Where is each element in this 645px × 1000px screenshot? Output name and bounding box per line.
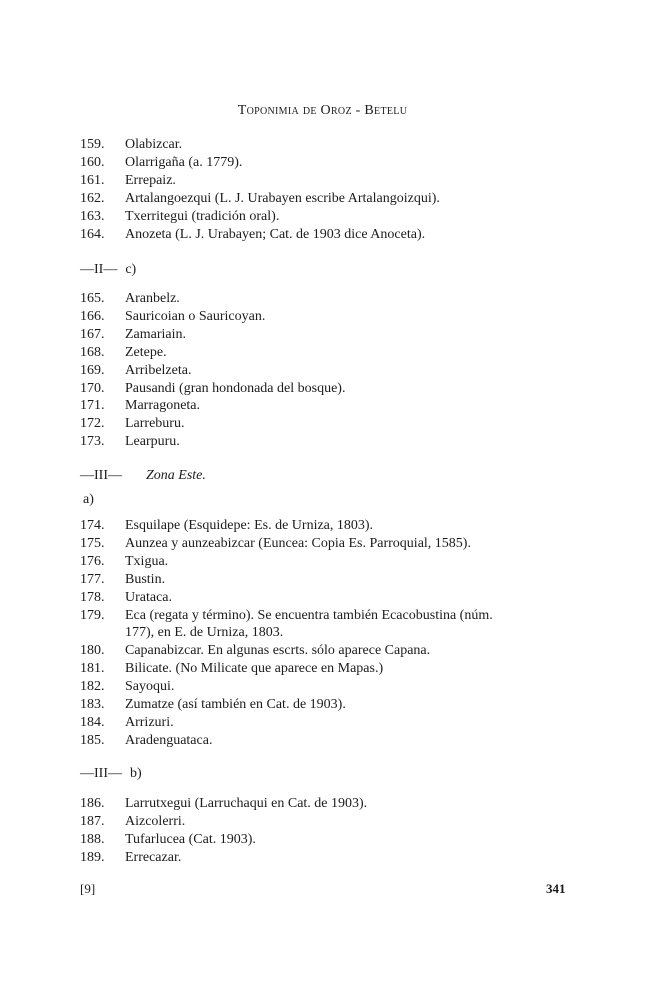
entry-text: Olarrigaña (a. 1779). (125, 154, 243, 170)
entry-number: 169. (80, 362, 105, 378)
entry-number: 163. (80, 208, 105, 224)
list-item (80, 607, 580, 625)
entry-text: Bilicate. (No Milicate que aparece en Mapas.) (125, 661, 384, 677)
entry-text: Capanabizcar. En algunas escrts. sólo aparece Capana. (125, 643, 431, 659)
section-sub: c) (125, 262, 137, 277)
entry-text: Larreburu. (125, 416, 185, 432)
list-item (80, 589, 580, 607)
entry-number: 189. (80, 849, 105, 865)
list-item (80, 362, 580, 380)
entry-text: Aradenguataca. (125, 732, 213, 748)
entry-text: Aunzea y aunzeabizcar (Euncea: Copia Es. Parroquial, 1585). (125, 535, 471, 551)
list-item (80, 136, 580, 154)
entry-text: Aizcolerri. (125, 813, 186, 829)
entry-text: Bustin. (125, 571, 166, 587)
entry-number: 176. (80, 553, 105, 569)
entry-text: Errecazar. (125, 849, 182, 865)
list-item (80, 326, 580, 344)
list-item (80, 397, 580, 415)
entry-number: 172. (80, 416, 105, 432)
list-item (80, 732, 580, 750)
list-item (80, 795, 580, 813)
entry-text: Sayoqui. (125, 679, 175, 695)
entry-number: 167. (80, 326, 105, 342)
list-item-continuation (80, 624, 580, 642)
entry-text: Txerritegui (tradición oral). (125, 208, 280, 224)
list-item (80, 660, 580, 678)
section-heading-iii-b (80, 766, 142, 782)
zone-title: Zona Este. (146, 468, 206, 483)
entry-text: Zetepe. (125, 344, 167, 360)
list-item (80, 172, 580, 190)
entry-text: Arribelzeta. (125, 362, 192, 378)
entry-number: 178. (80, 589, 105, 605)
entry-number: 168. (80, 344, 105, 360)
list-item (80, 433, 580, 451)
list-item (80, 226, 580, 244)
entry-number: 159. (80, 137, 105, 152)
entry-text: Sauricoian o Sauricoyan. (125, 308, 266, 324)
list-item (80, 380, 580, 398)
entry-text: 177), en E. de Urniza, 1803. (125, 625, 284, 641)
entry-number: 186. (80, 796, 105, 811)
entry-number: 180. (80, 643, 105, 659)
section-heading-ii-c (80, 262, 136, 278)
entry-text: Pausandi (gran hondonada del bosque). (125, 380, 346, 396)
entry-number: 188. (80, 831, 105, 847)
list-item (80, 415, 580, 433)
entry-number: 174. (80, 518, 105, 533)
running-head: Toponimia de Oroz - Betelu (237, 103, 408, 118)
entry-number: 160. (80, 154, 105, 170)
section-heading-iii (80, 468, 206, 484)
entry-number: 184. (80, 714, 105, 730)
entry-number: 181. (80, 661, 105, 677)
list-item (80, 154, 580, 172)
entry-number: 166. (80, 308, 105, 324)
entry-text: Larrutxegui (Larruchaqui en Cat. de 1903). (125, 796, 368, 811)
entry-text: Tufarlucea (Cat. 1903). (125, 831, 256, 847)
list-item (80, 849, 580, 867)
list-item (80, 642, 580, 660)
folio-bracket-number: [9] (80, 881, 96, 896)
entry-number: 165. (80, 291, 105, 306)
entry-number: 175. (80, 535, 105, 551)
entry-text: Learpuru. (125, 434, 180, 450)
entry-text: Errepaiz. (125, 172, 176, 188)
entry-number: 177. (80, 571, 105, 587)
entry-number: 179. (80, 607, 105, 623)
list-item (80, 714, 580, 732)
entry-list-4 (80, 795, 580, 867)
entry-text: Zamariain. (125, 326, 187, 342)
entry-number: 162. (80, 190, 105, 206)
list-item (80, 553, 580, 571)
list-item (80, 517, 580, 535)
entry-text: Olabizcar. (125, 137, 183, 152)
entry-number: 183. (80, 697, 105, 713)
entry-text: Urataca. (125, 589, 173, 605)
section-label: —II— (80, 262, 118, 277)
entry-number: 170. (80, 380, 105, 396)
list-item (80, 696, 580, 714)
entry-text: Artalangoezqui (L. J. Urabayen escribe Artalangoizqui). (125, 190, 440, 206)
entry-number: 187. (80, 813, 105, 829)
entry-number: 171. (80, 398, 105, 414)
section-label: —III— (80, 766, 122, 781)
list-item (80, 831, 580, 849)
section-sub-a: a) (83, 492, 94, 507)
entry-number (80, 624, 125, 642)
section-sub: b) (130, 766, 142, 781)
entry-text: Txigua. (125, 553, 169, 569)
entry-number: 173. (80, 434, 105, 450)
entry-text: Anozeta (L. J. Urabayen; Cat. de 1903 dice Anoceta). (125, 226, 426, 242)
entry-list-3 (80, 517, 580, 750)
list-item (80, 678, 580, 696)
list-item (80, 571, 580, 589)
section-label: —III— (80, 468, 122, 483)
entry-number: 161. (80, 172, 105, 188)
list-item (80, 344, 580, 362)
entry-list-2 (80, 290, 580, 451)
entry-text: Arrizuri. (125, 714, 174, 730)
list-item (80, 208, 580, 226)
list-item (80, 535, 580, 553)
list-item (80, 290, 580, 308)
entry-list-1 (80, 136, 580, 243)
list-item (80, 190, 580, 208)
list-item (80, 813, 580, 831)
entry-text: Eca (regata y término). Se encuentra también Ecacobustina (núm. (125, 607, 493, 623)
entry-text: Esquilape (Esquidepe: Es. de Urniza, 1803). (125, 518, 374, 533)
entry-number: 185. (80, 732, 105, 748)
page-number: 341 (546, 881, 566, 896)
entry-number: 164. (80, 226, 105, 242)
entry-text: Marragoneta. (125, 398, 201, 414)
list-item (80, 308, 580, 326)
entry-number: 182. (80, 679, 105, 695)
entry-text: Zumatze (así también en Cat. de 1903). (125, 697, 346, 713)
entry-text: Aranbelz. (125, 291, 180, 306)
